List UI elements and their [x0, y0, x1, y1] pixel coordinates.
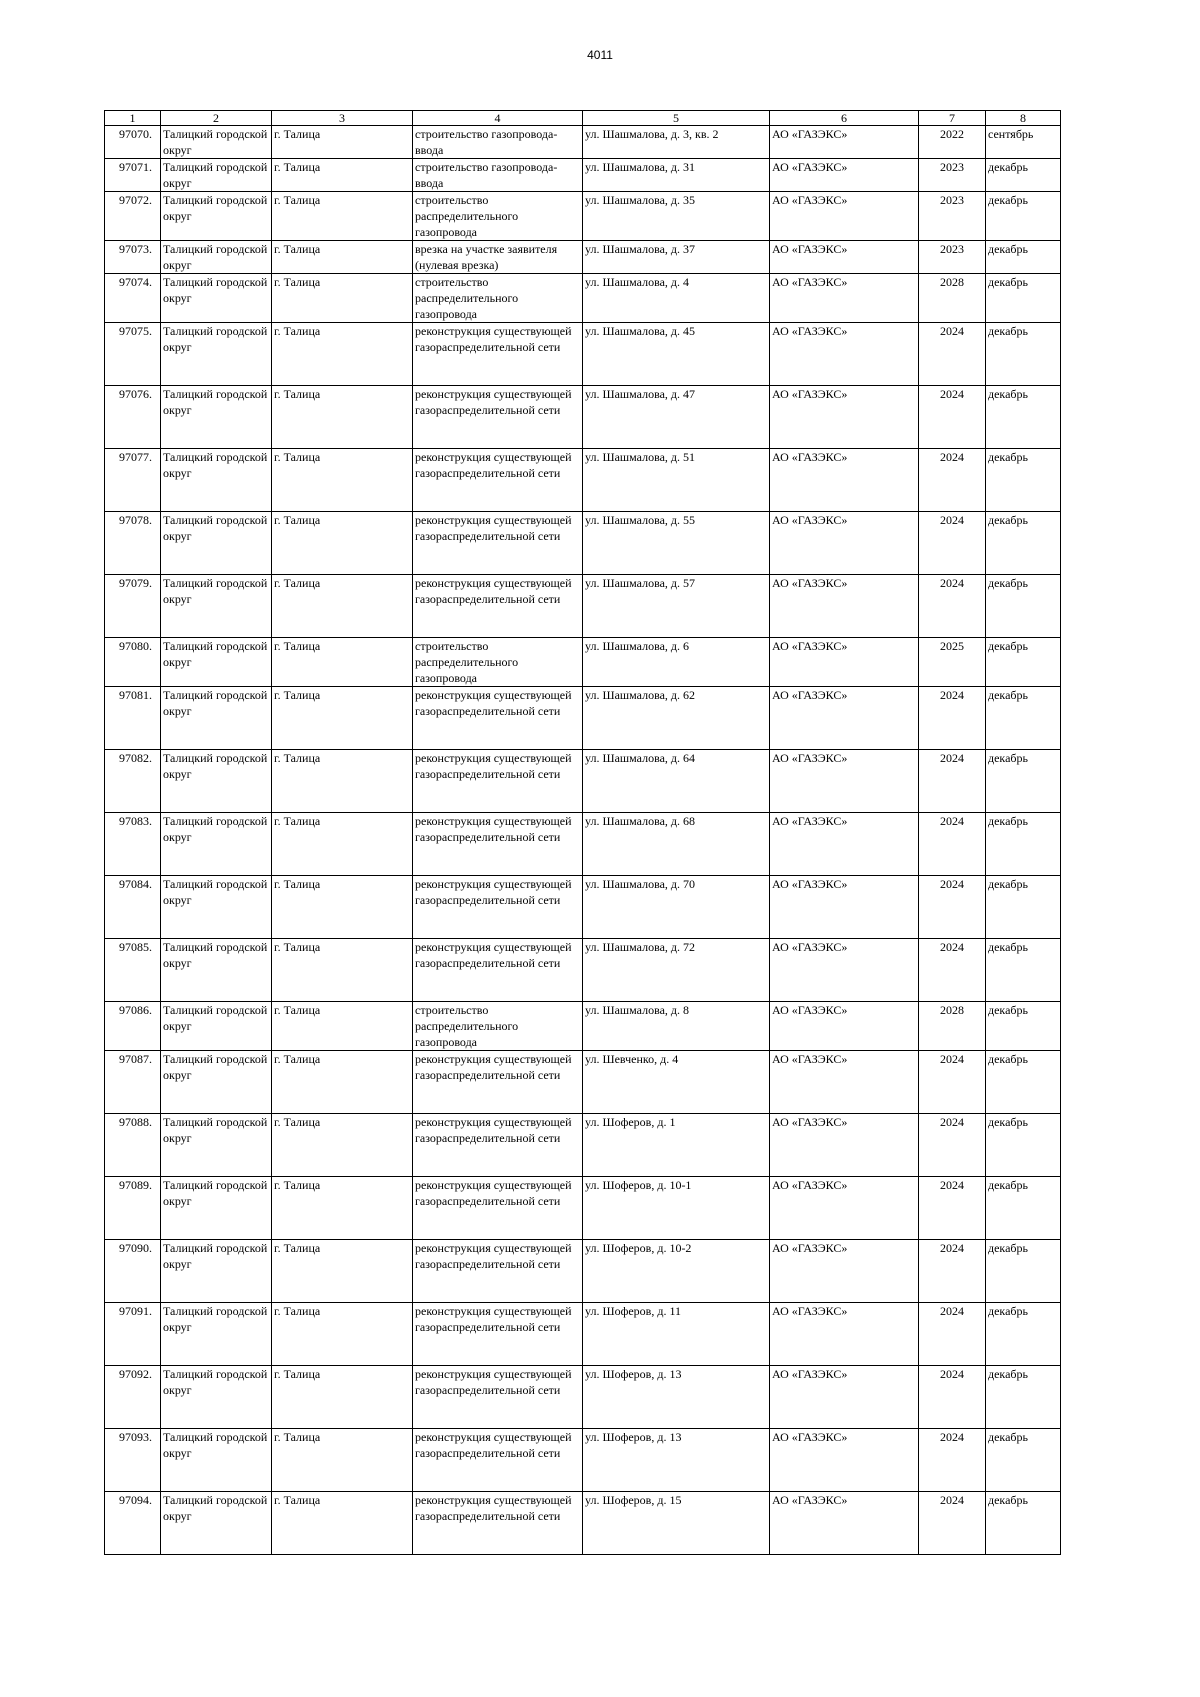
city-cell: г. Талица: [272, 1114, 413, 1177]
work-type-cell: реконструкция существующей газораспределительной сети: [413, 575, 583, 638]
month-cell: сентябрь: [986, 126, 1061, 159]
row-number: 97075.: [105, 323, 161, 386]
table-row: [105, 1366, 1061, 1429]
organization-cell: АО «ГАЗЭКС»: [770, 1114, 919, 1177]
table-row: [105, 575, 1061, 638]
work-type-cell: строительство распределительного газопровода: [413, 274, 583, 323]
district-cell: Талицкий городской округ: [161, 241, 272, 274]
month-cell: декабрь: [986, 1177, 1061, 1240]
address-cell: ул. Шашмалова, д. 70: [583, 876, 770, 939]
district-cell: Талицкий городской округ: [161, 1240, 272, 1303]
work-type-cell: реконструкция существующей газораспределительной сети: [413, 1366, 583, 1429]
year-cell: 2024: [919, 1051, 986, 1114]
work-type-cell: реконструкция существующей газораспределительной сети: [413, 1051, 583, 1114]
row-number: 97094.: [105, 1492, 161, 1555]
month-cell: декабрь: [986, 323, 1061, 386]
header-cell: 7: [919, 111, 986, 126]
address-cell: ул. Шашмалова, д. 57: [583, 575, 770, 638]
month-cell: декабрь: [986, 192, 1061, 241]
page-number: 4011: [587, 48, 613, 62]
table-row: [105, 687, 1061, 750]
organization-cell: АО «ГАЗЭКС»: [770, 386, 919, 449]
table-row: [105, 274, 1061, 323]
district-cell: Талицкий городской округ: [161, 1366, 272, 1429]
header-cell: 4: [413, 111, 583, 126]
year-cell: 2024: [919, 449, 986, 512]
row-number: 97078.: [105, 512, 161, 575]
year-cell: 2024: [919, 1492, 986, 1555]
work-type-cell: реконструкция существующей газораспределительной сети: [413, 1429, 583, 1492]
city-cell: г. Талица: [272, 575, 413, 638]
month-cell: декабрь: [986, 575, 1061, 638]
month-cell: декабрь: [986, 1492, 1061, 1555]
organization-cell: АО «ГАЗЭКС»: [770, 192, 919, 241]
year-cell: 2024: [919, 876, 986, 939]
district-cell: Талицкий городской округ: [161, 876, 272, 939]
month-cell: декабрь: [986, 159, 1061, 192]
month-cell: декабрь: [986, 750, 1061, 813]
row-number: 97089.: [105, 1177, 161, 1240]
year-cell: 2028: [919, 1002, 986, 1051]
table-row: [105, 1177, 1061, 1240]
district-cell: Талицкий городской округ: [161, 1051, 272, 1114]
organization-cell: АО «ГАЗЭКС»: [770, 274, 919, 323]
address-cell: ул. Шоферов, д. 13: [583, 1429, 770, 1492]
organization-cell: АО «ГАЗЭКС»: [770, 687, 919, 750]
district-cell: Талицкий городской округ: [161, 1177, 272, 1240]
district-cell: Талицкий городской округ: [161, 939, 272, 1002]
city-cell: г. Талица: [272, 512, 413, 575]
row-number: 97079.: [105, 575, 161, 638]
work-type-cell: реконструкция существующей газораспределительной сети: [413, 386, 583, 449]
year-cell: 2024: [919, 1240, 986, 1303]
address-cell: ул. Шашмалова, д. 47: [583, 386, 770, 449]
row-number: 97074.: [105, 274, 161, 323]
row-number: 97073.: [105, 241, 161, 274]
month-cell: декабрь: [986, 274, 1061, 323]
year-cell: 2024: [919, 1177, 986, 1240]
row-number: 97086.: [105, 1002, 161, 1051]
district-cell: Талицкий городской округ: [161, 638, 272, 687]
organization-cell: АО «ГАЗЭКС»: [770, 575, 919, 638]
work-type-cell: реконструкция существующей газораспределительной сети: [413, 1303, 583, 1366]
row-number: 97084.: [105, 876, 161, 939]
row-number: 97072.: [105, 192, 161, 241]
organization-cell: АО «ГАЗЭКС»: [770, 159, 919, 192]
row-number: 97093.: [105, 1429, 161, 1492]
table-row: [105, 386, 1061, 449]
month-cell: декабрь: [986, 876, 1061, 939]
city-cell: г. Талица: [272, 1240, 413, 1303]
organization-cell: АО «ГАЗЭКС»: [770, 1429, 919, 1492]
address-cell: ул. Шоферов, д. 11: [583, 1303, 770, 1366]
district-cell: Талицкий городской округ: [161, 192, 272, 241]
address-cell: ул. Шоферов, д. 1: [583, 1114, 770, 1177]
row-number: 97082.: [105, 750, 161, 813]
year-cell: 2024: [919, 687, 986, 750]
row-number: 97077.: [105, 449, 161, 512]
city-cell: г. Талица: [272, 192, 413, 241]
work-type-cell: реконструкция существующей газораспределительной сети: [413, 876, 583, 939]
header-cell: 5: [583, 111, 770, 126]
header-cell: 1: [105, 111, 161, 126]
table-row: [105, 1114, 1061, 1177]
table-row: [105, 1051, 1061, 1114]
work-type-cell: реконструкция существующей газораспределительной сети: [413, 1177, 583, 1240]
month-cell: декабрь: [986, 687, 1061, 750]
organization-cell: АО «ГАЗЭКС»: [770, 750, 919, 813]
address-cell: ул. Шашмалова, д. 37: [583, 241, 770, 274]
address-cell: ул. Шашмалова, д. 72: [583, 939, 770, 1002]
table-row: [105, 876, 1061, 939]
table-row: [105, 449, 1061, 512]
district-cell: Талицкий городской округ: [161, 750, 272, 813]
table-row: [105, 1002, 1061, 1051]
work-type-cell: реконструкция существующей газораспределительной сети: [413, 750, 583, 813]
organization-cell: АО «ГАЗЭКС»: [770, 1303, 919, 1366]
city-cell: г. Талица: [272, 159, 413, 192]
month-cell: декабрь: [986, 449, 1061, 512]
table-row: [105, 1429, 1061, 1492]
district-cell: Талицкий городской округ: [161, 159, 272, 192]
year-cell: 2023: [919, 159, 986, 192]
organization-cell: АО «ГАЗЭКС»: [770, 1492, 919, 1555]
organization-cell: АО «ГАЗЭКС»: [770, 1177, 919, 1240]
district-cell: Талицкий городской округ: [161, 1002, 272, 1051]
table-row: [105, 126, 1061, 159]
table-row: [105, 159, 1061, 192]
address-cell: ул. Шашмалова, д. 68: [583, 813, 770, 876]
organization-cell: АО «ГАЗЭКС»: [770, 241, 919, 274]
work-type-cell: реконструкция существующей газораспределительной сети: [413, 449, 583, 512]
address-cell: ул. Шашмалова, д. 45: [583, 323, 770, 386]
table-row: [105, 638, 1061, 687]
organization-cell: АО «ГАЗЭКС»: [770, 1240, 919, 1303]
city-cell: г. Талица: [272, 1303, 413, 1366]
city-cell: г. Талица: [272, 323, 413, 386]
work-type-cell: строительство распределительного газопровода: [413, 1002, 583, 1051]
organization-cell: АО «ГАЗЭКС»: [770, 813, 919, 876]
address-cell: ул. Шашмалова, д. 31: [583, 159, 770, 192]
organization-cell: АО «ГАЗЭКС»: [770, 939, 919, 1002]
table-row: [105, 1492, 1061, 1555]
month-cell: декабрь: [986, 512, 1061, 575]
organization-cell: АО «ГАЗЭКС»: [770, 1366, 919, 1429]
work-type-cell: строительство газопровода-ввода: [413, 159, 583, 192]
month-cell: декабрь: [986, 1002, 1061, 1051]
row-number: 97091.: [105, 1303, 161, 1366]
city-cell: г. Талица: [272, 1492, 413, 1555]
row-number: 97083.: [105, 813, 161, 876]
month-cell: декабрь: [986, 386, 1061, 449]
header-cell: 8: [986, 111, 1061, 126]
district-cell: Талицкий городской округ: [161, 449, 272, 512]
row-number: 97081.: [105, 687, 161, 750]
year-cell: 2024: [919, 323, 986, 386]
year-cell: 2024: [919, 1366, 986, 1429]
organization-cell: АО «ГАЗЭКС»: [770, 1051, 919, 1114]
month-cell: декабрь: [986, 1114, 1061, 1177]
organization-cell: АО «ГАЗЭКС»: [770, 876, 919, 939]
year-cell: 2024: [919, 813, 986, 876]
district-cell: Талицкий городской округ: [161, 512, 272, 575]
city-cell: г. Талица: [272, 1366, 413, 1429]
district-cell: Талицкий городской округ: [161, 126, 272, 159]
row-number: 97088.: [105, 1114, 161, 1177]
month-cell: декабрь: [986, 1240, 1061, 1303]
table-row: [105, 1240, 1061, 1303]
city-cell: г. Талица: [272, 274, 413, 323]
city-cell: г. Талица: [272, 687, 413, 750]
month-cell: декабрь: [986, 1303, 1061, 1366]
address-cell: ул. Шоферов, д. 15: [583, 1492, 770, 1555]
organization-cell: АО «ГАЗЭКС»: [770, 323, 919, 386]
table-row: [105, 813, 1061, 876]
header-cell: 3: [272, 111, 413, 126]
work-type-cell: врезка на участке заявителя (нулевая врезка): [413, 241, 583, 274]
table-row: [105, 192, 1061, 241]
table-body: [105, 111, 1061, 1555]
month-cell: декабрь: [986, 813, 1061, 876]
work-type-cell: реконструкция существующей газораспределительной сети: [413, 939, 583, 1002]
work-type-cell: строительство газопровода-ввода: [413, 126, 583, 159]
month-cell: декабрь: [986, 1366, 1061, 1429]
work-type-cell: реконструкция существующей газораспределительной сети: [413, 1240, 583, 1303]
organization-cell: АО «ГАЗЭКС»: [770, 449, 919, 512]
year-cell: 2022: [919, 126, 986, 159]
work-type-cell: строительство распределительного газопровода: [413, 192, 583, 241]
table-row: [105, 750, 1061, 813]
work-type-cell: реконструкция существующей газораспределительной сети: [413, 1492, 583, 1555]
row-number: 97085.: [105, 939, 161, 1002]
address-cell: ул. Шашмалова, д. 6: [583, 638, 770, 687]
address-cell: ул. Шашмалова, д. 3, кв. 2: [583, 126, 770, 159]
district-cell: Талицкий городской округ: [161, 1492, 272, 1555]
district-cell: Талицкий городской округ: [161, 1303, 272, 1366]
organization-cell: АО «ГАЗЭКС»: [770, 638, 919, 687]
month-cell: декабрь: [986, 1051, 1061, 1114]
district-cell: Талицкий городской округ: [161, 1114, 272, 1177]
work-type-cell: реконструкция существующей газораспределительной сети: [413, 813, 583, 876]
city-cell: г. Талица: [272, 638, 413, 687]
row-number: 97080.: [105, 638, 161, 687]
year-cell: 2024: [919, 512, 986, 575]
address-cell: ул. Шоферов, д. 10-2: [583, 1240, 770, 1303]
organization-cell: АО «ГАЗЭКС»: [770, 126, 919, 159]
city-cell: г. Талица: [272, 1429, 413, 1492]
row-number: 97087.: [105, 1051, 161, 1114]
row-number: 97076.: [105, 386, 161, 449]
district-cell: Талицкий городской округ: [161, 1429, 272, 1492]
year-cell: 2023: [919, 192, 986, 241]
address-cell: ул. Шоферов, д. 13: [583, 1366, 770, 1429]
table-row: [105, 512, 1061, 575]
year-cell: 2024: [919, 1303, 986, 1366]
registry-table: [104, 110, 1061, 1555]
address-cell: ул. Шашмалова, д. 62: [583, 687, 770, 750]
address-cell: ул. Шоферов, д. 10-1: [583, 1177, 770, 1240]
year-cell: 2024: [919, 386, 986, 449]
organization-cell: АО «ГАЗЭКС»: [770, 1002, 919, 1051]
header-cell: 6: [770, 111, 919, 126]
address-cell: ул. Шашмалова, д. 55: [583, 512, 770, 575]
month-cell: декабрь: [986, 1429, 1061, 1492]
district-cell: Талицкий городской округ: [161, 274, 272, 323]
work-type-cell: реконструкция существующей газораспределительной сети: [413, 1114, 583, 1177]
year-cell: 2028: [919, 274, 986, 323]
city-cell: г. Талица: [272, 386, 413, 449]
city-cell: г. Талица: [272, 449, 413, 512]
year-cell: 2025: [919, 638, 986, 687]
city-cell: г. Талица: [272, 241, 413, 274]
work-type-cell: реконструкция существующей газораспределительной сети: [413, 687, 583, 750]
year-cell: 2024: [919, 575, 986, 638]
work-type-cell: строительство распределительного газопровода: [413, 638, 583, 687]
city-cell: г. Талица: [272, 876, 413, 939]
district-cell: Талицкий городской округ: [161, 575, 272, 638]
row-number: 97070.: [105, 126, 161, 159]
year-cell: 2024: [919, 1114, 986, 1177]
organization-cell: АО «ГАЗЭКС»: [770, 512, 919, 575]
table-row: [105, 939, 1061, 1002]
address-cell: ул. Шевченко, д. 4: [583, 1051, 770, 1114]
city-cell: г. Талица: [272, 1051, 413, 1114]
address-cell: ул. Шашмалова, д. 64: [583, 750, 770, 813]
year-cell: 2023: [919, 241, 986, 274]
month-cell: декабрь: [986, 939, 1061, 1002]
header-row: [105, 111, 1061, 126]
table-row: [105, 1303, 1061, 1366]
city-cell: г. Талица: [272, 126, 413, 159]
district-cell: Талицкий городской округ: [161, 386, 272, 449]
month-cell: декабрь: [986, 241, 1061, 274]
city-cell: г. Талица: [272, 939, 413, 1002]
year-cell: 2024: [919, 750, 986, 813]
city-cell: г. Талица: [272, 1002, 413, 1051]
city-cell: г. Талица: [272, 750, 413, 813]
work-type-cell: реконструкция существующей газораспределительной сети: [413, 512, 583, 575]
table-row: [105, 323, 1061, 386]
district-cell: Талицкий городской округ: [161, 323, 272, 386]
work-type-cell: реконструкция существующей газораспределительной сети: [413, 323, 583, 386]
address-cell: ул. Шашмалова, д. 8: [583, 1002, 770, 1051]
address-cell: ул. Шашмалова, д. 4: [583, 274, 770, 323]
address-cell: ул. Шашмалова, д. 51: [583, 449, 770, 512]
row-number: 97092.: [105, 1366, 161, 1429]
city-cell: г. Талица: [272, 1177, 413, 1240]
row-number: 97071.: [105, 159, 161, 192]
row-number: 97090.: [105, 1240, 161, 1303]
district-cell: Талицкий городской округ: [161, 813, 272, 876]
address-cell: ул. Шашмалова, д. 35: [583, 192, 770, 241]
table-row: [105, 241, 1061, 274]
district-cell: Талицкий городской округ: [161, 687, 272, 750]
year-cell: 2024: [919, 939, 986, 1002]
header-cell: 2: [161, 111, 272, 126]
city-cell: г. Талица: [272, 813, 413, 876]
month-cell: декабрь: [986, 638, 1061, 687]
year-cell: 2024: [919, 1429, 986, 1492]
